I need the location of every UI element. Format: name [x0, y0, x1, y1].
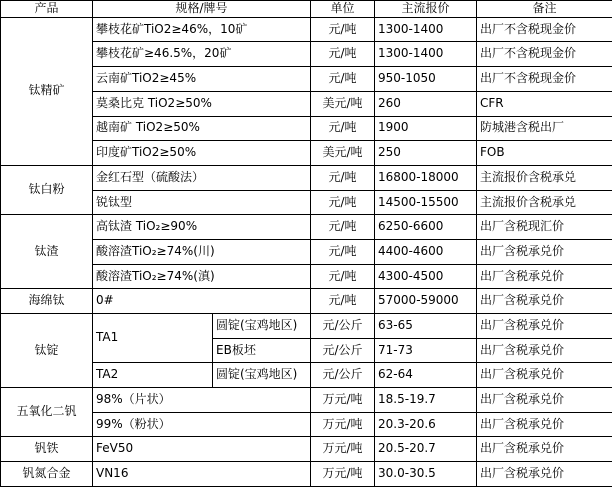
group-label-titanium-concentrate: 钛精矿: [1, 17, 93, 165]
price-cell: 1900: [375, 116, 477, 141]
spec-cell: 越南矿 TiO2≥50%: [93, 116, 311, 141]
note-cell: 出厂含税承兑价: [477, 338, 612, 363]
note-cell: FOB: [477, 141, 612, 166]
price-cell: 20.5-20.7: [375, 437, 477, 462]
unit-cell: 元/吨: [311, 239, 375, 264]
header-unit: 单位: [311, 1, 375, 18]
table-row: [1, 289, 612, 314]
group-label-vanadium-pentoxide: 五氧化二钒: [1, 388, 93, 437]
spec-cell: 攀枝花矿≥46.5%，20矿: [93, 42, 311, 67]
unit-cell: 元/吨: [311, 67, 375, 92]
spec-cell: 酸溶渣TiO₂≥74%(滇): [93, 264, 311, 289]
spec-cell: 0#: [93, 289, 311, 314]
table-row: [1, 462, 612, 487]
table-row: [1, 141, 612, 166]
price-cell: 57000-59000: [375, 289, 477, 314]
table-row: [1, 388, 612, 413]
note-cell: 出厂不含税现金价: [477, 67, 612, 92]
price-cell: 260: [375, 91, 477, 116]
unit-cell: 元/吨: [311, 17, 375, 42]
note-cell: 主流报价含税承兑: [477, 165, 612, 190]
note-cell: 出厂含税承兑价: [477, 314, 612, 339]
table-row: [1, 165, 612, 190]
unit-cell: 元/吨: [311, 215, 375, 240]
price-cell: 18.5-19.7: [375, 388, 477, 413]
note-cell: 出厂含税承兑价: [477, 289, 612, 314]
table-row: [1, 67, 612, 92]
unit-cell: 元/公斤: [311, 363, 375, 388]
note-cell: 出厂含税承兑价: [477, 388, 612, 413]
unit-cell: 元/吨: [311, 165, 375, 190]
note-cell: 出厂含税现汇价: [477, 215, 612, 240]
price-cell: 20.3-20.6: [375, 412, 477, 437]
group-label-vanadium-nitrogen-alloy: 钒氮合金: [1, 462, 93, 487]
note-cell: 出厂含税承兑价: [477, 363, 612, 388]
table-row: [1, 264, 612, 289]
note-cell: 出厂不含税现金价: [477, 17, 612, 42]
table-header-row: [1, 1, 612, 18]
price-cell: 1300-1400: [375, 42, 477, 67]
unit-cell: 元/公斤: [311, 338, 375, 363]
spec-cell: 云南矿TiO2≥45%: [93, 67, 311, 92]
price-cell: 63-65: [375, 314, 477, 339]
price-cell: 250: [375, 141, 477, 166]
price-cell: 16800-18000: [375, 165, 477, 190]
note-cell: 出厂含税承兑价: [477, 412, 612, 437]
table-row: [1, 17, 612, 42]
price-cell: 62-64: [375, 363, 477, 388]
note-cell: 防城港含税出厂: [477, 116, 612, 141]
price-cell: 71-73: [375, 338, 477, 363]
table-row: [1, 314, 612, 339]
unit-cell: 美元/吨: [311, 141, 375, 166]
header-product: 产品: [1, 1, 93, 18]
note-cell: 出厂含税承兑价: [477, 462, 612, 487]
grade-cell: TA2: [93, 363, 213, 388]
note-cell: 出厂含税承兑价: [477, 239, 612, 264]
header-price: 主流报价: [375, 1, 477, 18]
note-cell: CFR: [477, 91, 612, 116]
note-cell: 主流报价含税承兑: [477, 190, 612, 215]
note-cell: 出厂含税承兑价: [477, 264, 612, 289]
header-spec: 规格/牌号: [93, 1, 311, 18]
unit-cell: 美元/吨: [311, 91, 375, 116]
price-cell: 950-1050: [375, 67, 477, 92]
table-row: [1, 437, 612, 462]
price-cell: 1300-1400: [375, 17, 477, 42]
unit-cell: 元/吨: [311, 116, 375, 141]
group-label-titanium-dioxide: 钛白粉: [1, 165, 93, 214]
grade-cell: TA1: [93, 314, 213, 363]
unit-cell: 元/吨: [311, 190, 375, 215]
unit-cell: 元/吨: [311, 42, 375, 67]
spec-cell: 莫桑比克 TiO2≥50%: [93, 91, 311, 116]
price-cell: 4300-4500: [375, 264, 477, 289]
spec-cell: VN16: [93, 462, 311, 487]
price-cell: 4400-4600: [375, 239, 477, 264]
group-label-ferrovanadium: 钒铁: [1, 437, 93, 462]
unit-cell: 万元/吨: [311, 437, 375, 462]
price-cell: 14500-15500: [375, 190, 477, 215]
price-cell: 30.0-30.5: [375, 462, 477, 487]
unit-cell: 元/公斤: [311, 314, 375, 339]
note-cell: 出厂含税承兑价: [477, 437, 612, 462]
spec-cell: 圆锭(宝鸡地区): [213, 363, 311, 388]
spec-cell: FeV50: [93, 437, 311, 462]
unit-cell: 元/吨: [311, 289, 375, 314]
table-row: [1, 190, 612, 215]
header-note: 备注: [477, 1, 612, 18]
table-row: [1, 116, 612, 141]
spec-cell: 酸溶渣TiO₂≥74%(川): [93, 239, 311, 264]
unit-cell: 万元/吨: [311, 412, 375, 437]
spec-cell: 高钛渣 TiO₂≥90%: [93, 215, 311, 240]
price-cell: 6250-6600: [375, 215, 477, 240]
table-row: [1, 363, 612, 388]
table-row: [1, 412, 612, 437]
table-row: [1, 215, 612, 240]
spec-cell: 圆锭(宝鸡地区): [213, 314, 311, 339]
unit-cell: 万元/吨: [311, 388, 375, 413]
spec-cell: 印度矿TiO2≥50%: [93, 141, 311, 166]
group-label-titanium-sponge: 海绵钛: [1, 289, 93, 314]
spec-cell: 98%（片状）: [93, 388, 311, 413]
table-row: [1, 91, 612, 116]
unit-cell: 元/吨: [311, 264, 375, 289]
spec-cell: 金红石型（硫酸法）: [93, 165, 311, 190]
spec-cell: EB板坯: [213, 338, 311, 363]
spec-cell: 攀枝花矿TiO2≥46%，10矿: [93, 17, 311, 42]
unit-cell: 万元/吨: [311, 462, 375, 487]
note-cell: 出厂不含税现金价: [477, 42, 612, 67]
spec-cell: 99%（粉状）: [93, 412, 311, 437]
table-row: [1, 42, 612, 67]
group-label-titanium-slag: 钛渣: [1, 215, 93, 289]
spec-cell: 锐钛型: [93, 190, 311, 215]
group-label-titanium-ingot: 钛锭: [1, 314, 93, 388]
table-row: [1, 239, 612, 264]
